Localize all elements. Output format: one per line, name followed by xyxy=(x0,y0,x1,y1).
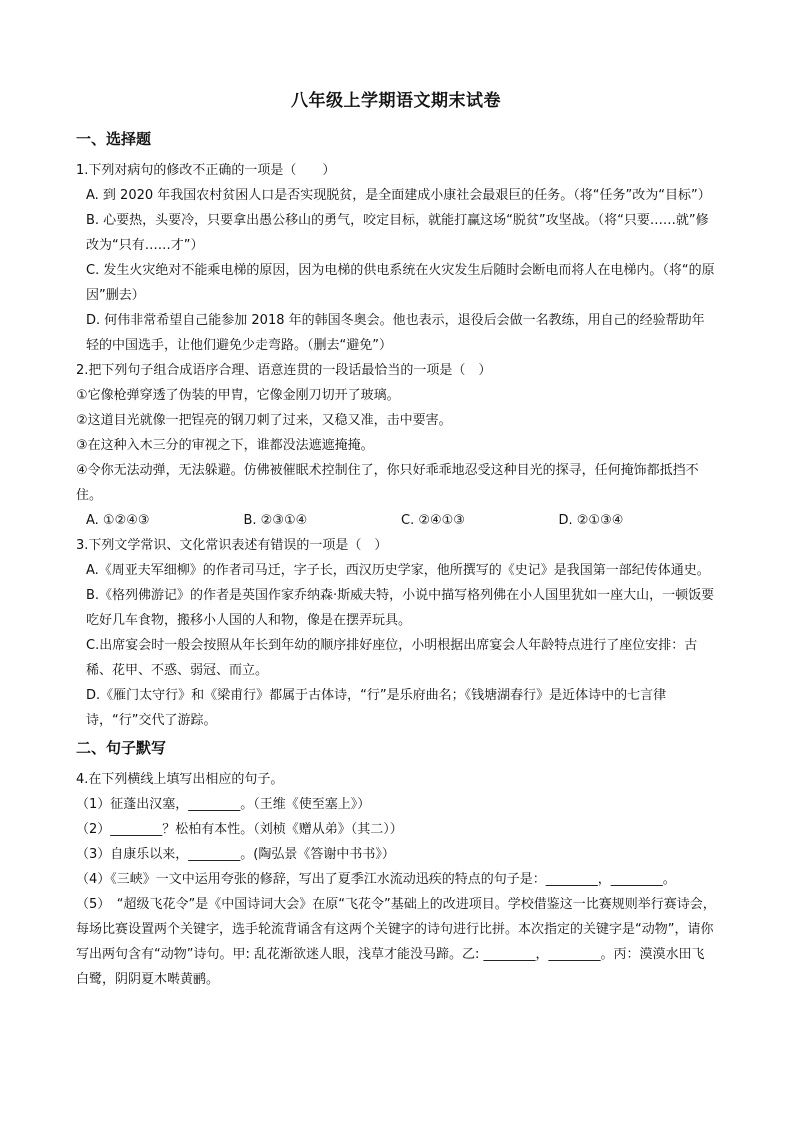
question-4-item-1: （1）征蓬出汉塞，________。（王维《使至塞上》） xyxy=(76,797,371,812)
question-1-option-b: B. 心要热，头要冷，只要拿出愚公移山的勇气，咬定目标，就能打赢这场“脱贫”攻坚战。（将“只要……就”修改为“只有……才”） xyxy=(86,213,709,253)
question-2-option-c: C. ②④①③ xyxy=(401,513,465,528)
question-4-item-5: （5） “超级飞花令”是《中国诗词大会》在原“飞花令”基础上的改进项目。学校借鉴这一比赛规则举行赛诗会，每场比赛设置两个关键字，选手轮流背诵含有这两个关键字的诗句进行比拼。本次指定的关键字是“动物”，请你写出两句含有“动物”诗句。甲: 乱花渐欲迷人眼，浅草才能没马蹄。乙: ________，________。丙：漠漠水田飞白鹭，阴阴夏木啭黄鹂。 xyxy=(76,897,716,987)
question-1-option-a: A. 到 2020 年我国农村贫困人口是否实现脱贫，是全面建成小康社会最艰巨的任务。（将“任务”改为“目标”） xyxy=(86,188,711,203)
question-2-sentence-3: ③在这种入木三分的审视之下，谁都没法遮遮掩掩。 xyxy=(76,438,374,453)
question-1-option-c: C. 发生火灾绝对不能乘电梯的原因，因为电梯的供电系统在火灾发生后随时会断电而将人在电梯内。（将“的原因”删去） xyxy=(86,263,715,303)
question-2-stem: 2.把下列句子组合成语序合理、语意连贯的一段话最恰当的一项是（ ） xyxy=(76,363,492,378)
question-4-stem: 4.在下列横线上填写出相应的句子。 xyxy=(76,772,284,787)
question-4-item-2: （2）________？松柏有本性。（刘桢《赠从弟》（其二）） xyxy=(76,822,403,837)
question-3-option-d: D.《雁门太守行》和《梁甫行》都属于古体诗，“行”是乐府曲名；《钱塘湖春行》是近体诗中的七言律诗，“行”交代了游踪。 xyxy=(86,688,667,728)
section-heading-dictation: 二、句子默写 xyxy=(76,739,167,757)
question-3-stem: 3.下列文学常识、文化常识表述有错误的一项是（ ） xyxy=(76,538,388,553)
question-3-option-c: C.出席宴会时一般会按照从年长到年幼的顺序排好座位，小明根据出席宴会人年龄特点进行了座位安排：古稀、花甲、不惑、弱冠、而立。 xyxy=(86,638,698,678)
question-4-item-4: （4）《三峡》一文中运用夸张的修辞，写出了夏季江水流动迅疾的特点的句子是：________，________。 xyxy=(76,872,676,887)
question-2-option-a: A. ①②④③ xyxy=(86,513,150,528)
question-2-sentence-2: ②这道目光就像一把锃亮的钢刀刺了过来，又稳又准，击中要害。 xyxy=(76,413,452,428)
question-1-option-d: D. 何伟非常希望自己能参加 2018 年的韩国冬奥会。他也表示，退役后会做一名教练，用自己的经验帮助年轻的中国选手，让他们避免少走弯路。（删去“避免”） xyxy=(86,313,705,353)
question-2-option-d: D. ②①③④ xyxy=(558,513,624,528)
question-1-stem: 1.下列对病句的修改不正确的一项是（ ） xyxy=(76,163,336,178)
question-3-option-b: B.《格列佛游记》的作者是英国作家乔纳森·斯威夫特，小说中描写格列佛在小人国里犹如一座大山，一顿饭要吃好几车食物，搬移小人国的人和物，像是在摆弄玩具。 xyxy=(86,588,715,628)
section-heading-choice: 一、选择题 xyxy=(76,130,152,148)
question-3-option-a: A.《周亚夫军细柳》的作者司马迁，字子长，西汉历史学家，他所撰写的《史记》是我国第一部纪传体通史。 xyxy=(86,563,710,578)
page-title: 八年级上学期语文期末试卷 xyxy=(291,91,501,111)
question-2-sentence-1: ①它像枪弹穿透了伪装的甲胄，它像金刚刀切开了玻璃。 xyxy=(76,388,400,403)
question-2-sentence-4: ④令你无法动弹，无法躲避。仿佛被催眠术控制住了，你只好乖乖地忍受这种目光的探寻，任何掩饰都抵挡不住。 xyxy=(76,463,699,503)
question-2-options xyxy=(76,508,716,533)
question-4-item-3: （3）自康乐以来，________。(陶弘景《答谢中书书》） xyxy=(76,847,395,862)
question-2-option-b: B. ②③①④ xyxy=(243,513,308,528)
